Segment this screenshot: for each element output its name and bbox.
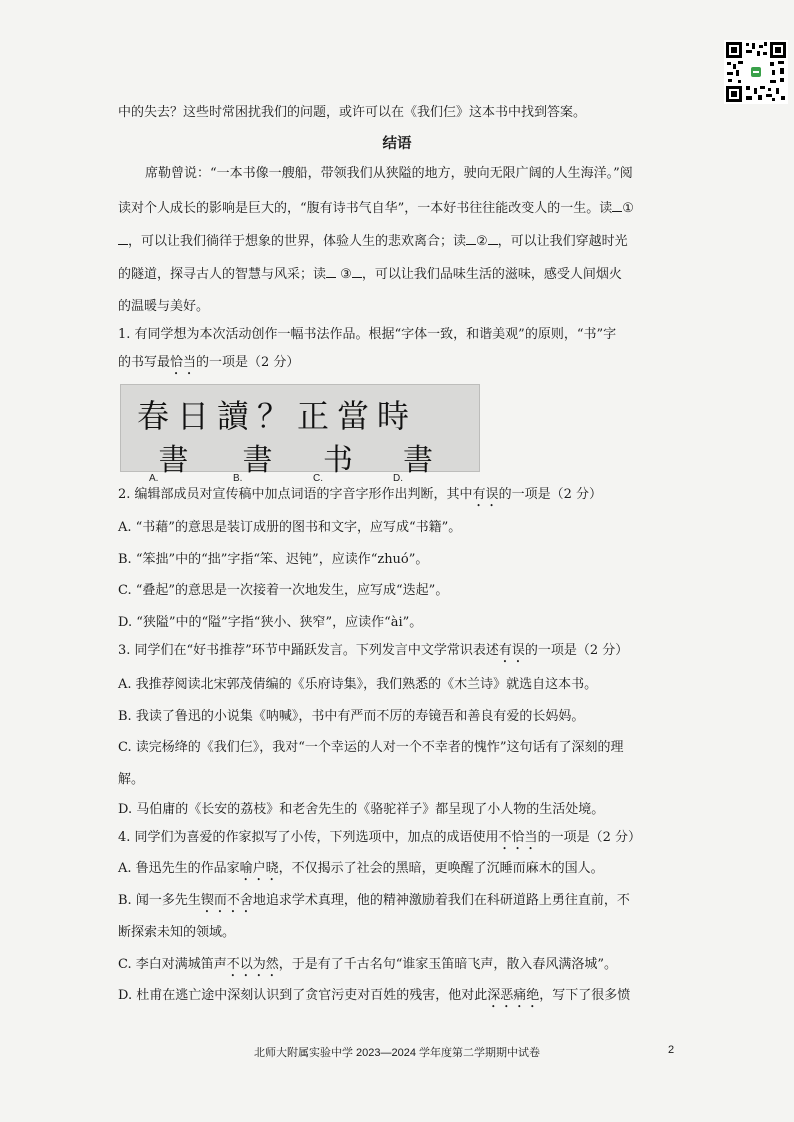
- conclusion-line-2: 读对个人成长的影响是巨大的，“腹有诗书气自华”，一本好书往往能改变人的一生。读 ①: [118, 198, 634, 219]
- question-4-option-b-cont: 断探索未知的领域。: [118, 925, 236, 940]
- calligraphy-option-c[interactable]: $_{C.}$书: [313, 443, 353, 484]
- emphasized-text: 有误: [498, 643, 525, 658]
- emphasized-text: 喻户晓: [239, 861, 279, 876]
- answer-blank[interactable]: [488, 231, 498, 245]
- answer-blank[interactable]: [612, 198, 622, 212]
- blank-number: ③: [340, 267, 352, 282]
- emphasized-text: 有误: [472, 487, 499, 502]
- question-3-option-c-cont: 解。: [118, 772, 145, 787]
- conclusion-line-3: ，可以让我们徜徉于想象的世界，体验人生的悲欢离合；读 ② ，可以让我们穿越时光: [118, 231, 628, 252]
- page-footer: 北师大附属实验中学 2023—2024 学年度第二学期期中试卷: [253, 1047, 541, 1059]
- question-4-option-a[interactable]: A. 鲁迅先生的作品家喻户晓，不仅揭示了社会的黑暗，更唤醒了沉睡而麻木的国人。: [118, 861, 604, 876]
- emphasized-text: 锲而不舍: [200, 893, 253, 908]
- question-1-stem-cont: 的书写最恰当的一项是（2 分）: [118, 355, 300, 370]
- question-4-option-c[interactable]: C. 李白对满城笛声不以为然，于是有了千古名句“谁家玉笛暗飞声，散入春风满洛城”。: [118, 957, 618, 972]
- emphasized-text: 不恰当: [498, 830, 538, 845]
- conclusion-line-1: 席勒曾说：“一本书像一艘船，带领我们从狭隘的地方，驶向无限广阔的人生海洋。”阅: [145, 166, 633, 181]
- section-title: 结语: [382, 135, 412, 152]
- question-3-stem: 3. 同学们在“好书推荐”环节中踊跃发言。下列发言中文学常识表述有误的一项是（2 分）: [118, 643, 629, 658]
- calligraphy-option-b[interactable]: $_{B.}$書: [233, 443, 273, 484]
- answer-blank[interactable]: [352, 264, 362, 278]
- answer-blank[interactable]: [466, 231, 476, 245]
- answer-blank[interactable]: [326, 264, 336, 278]
- conclusion-line-4: 的隧道，探寻古人的智慧与风采；读 ③ ，可以让我们品味生活的滋味，感受人间烟火: [118, 264, 622, 285]
- question-2-option-c[interactable]: C. “叠起”的意思是一次接着一次地发生，应写成“迭起”。: [118, 583, 449, 598]
- question-4-option-b[interactable]: B. 闻一多先生锲而不舍地追求学术真理，他的精神激励着我们在科研道路上勇往直前，不: [118, 893, 630, 908]
- emphasized-text: 不以为然: [226, 957, 279, 972]
- emphasized-text: 深恶痛绝: [487, 988, 540, 1003]
- calligraphy-phrase: 春日讀？正當時: [137, 397, 418, 435]
- conclusion-line-5: 的温暖与美好。: [118, 299, 210, 314]
- question-3-option-b[interactable]: B. 我读了鲁迅的小说集《呐喊》，书中有严而不厉的寿镜吾和善良有爱的长妈妈。: [118, 709, 585, 724]
- question-2-option-a[interactable]: A. “书藉”的意思是装订成册的图书和文字，应写成“书籍”。: [118, 520, 462, 535]
- page-number: 2: [668, 1044, 675, 1056]
- question-2-stem: 2. 编辑部成员对宣传稿中加点词语的字音字形作出判断，其中有误的一项是（2 分）: [118, 487, 602, 502]
- answer-blank[interactable]: [118, 231, 128, 245]
- calligraphy-option-d[interactable]: $_{D.}$書: [393, 443, 433, 484]
- continued-paragraph: 中的失去？这些时常困扰我们的问题，或许可以在《我们仨》这本书中找到答案。: [118, 105, 587, 120]
- question-3-option-d[interactable]: D. 马伯庸的《长安的荔枝》和老舍先生的《骆驼祥子》都呈现了小人物的生活处境。: [118, 802, 605, 817]
- calligraphy-option-a[interactable]: $_{A.}$書: [149, 443, 189, 484]
- blank-number: ①: [622, 201, 634, 216]
- question-3-option-c[interactable]: C. 读完杨绛的《我们仨》，我对“一个幸运的人对一个不幸者的愧怍”这句话有了深刻的理: [118, 740, 624, 755]
- emphasized-text: 恰当: [170, 355, 197, 370]
- blank-number: ②: [476, 234, 488, 249]
- question-4-stem: 4. 同学们为喜爱的作家拟写了小传，下列选项中，加点的成语使用不恰当的一项是（2 分）: [118, 830, 641, 845]
- question-2-option-d[interactable]: D. “狭隘”中的“隘”字指“狭小、狭窄”，应读作“ài”。: [118, 615, 423, 630]
- question-1-stem: 1. 有同学想为本次活动创作一幅书法作品。根据“字体一致，和谐美观”的原则，“书”字: [118, 327, 617, 342]
- question-4-option-d[interactable]: D. 杜甫在逃亡途中深刻认识到了贪官污吏对百姓的残害，他对此深恶痛绝，写下了很多愤: [118, 988, 631, 1003]
- question-3-option-a[interactable]: A. 我推荐阅读北宋郭茂倩编的《乐府诗集》，我们熟悉的《木兰诗》就选自这本书。: [118, 677, 598, 692]
- calligraphy-image: [120, 384, 480, 484]
- qr-code-icon: [724, 40, 788, 104]
- question-2-option-b[interactable]: B. “笨拙”中的“拙”字指“笨、迟钝”，应读作“zhuó”。: [118, 552, 429, 567]
